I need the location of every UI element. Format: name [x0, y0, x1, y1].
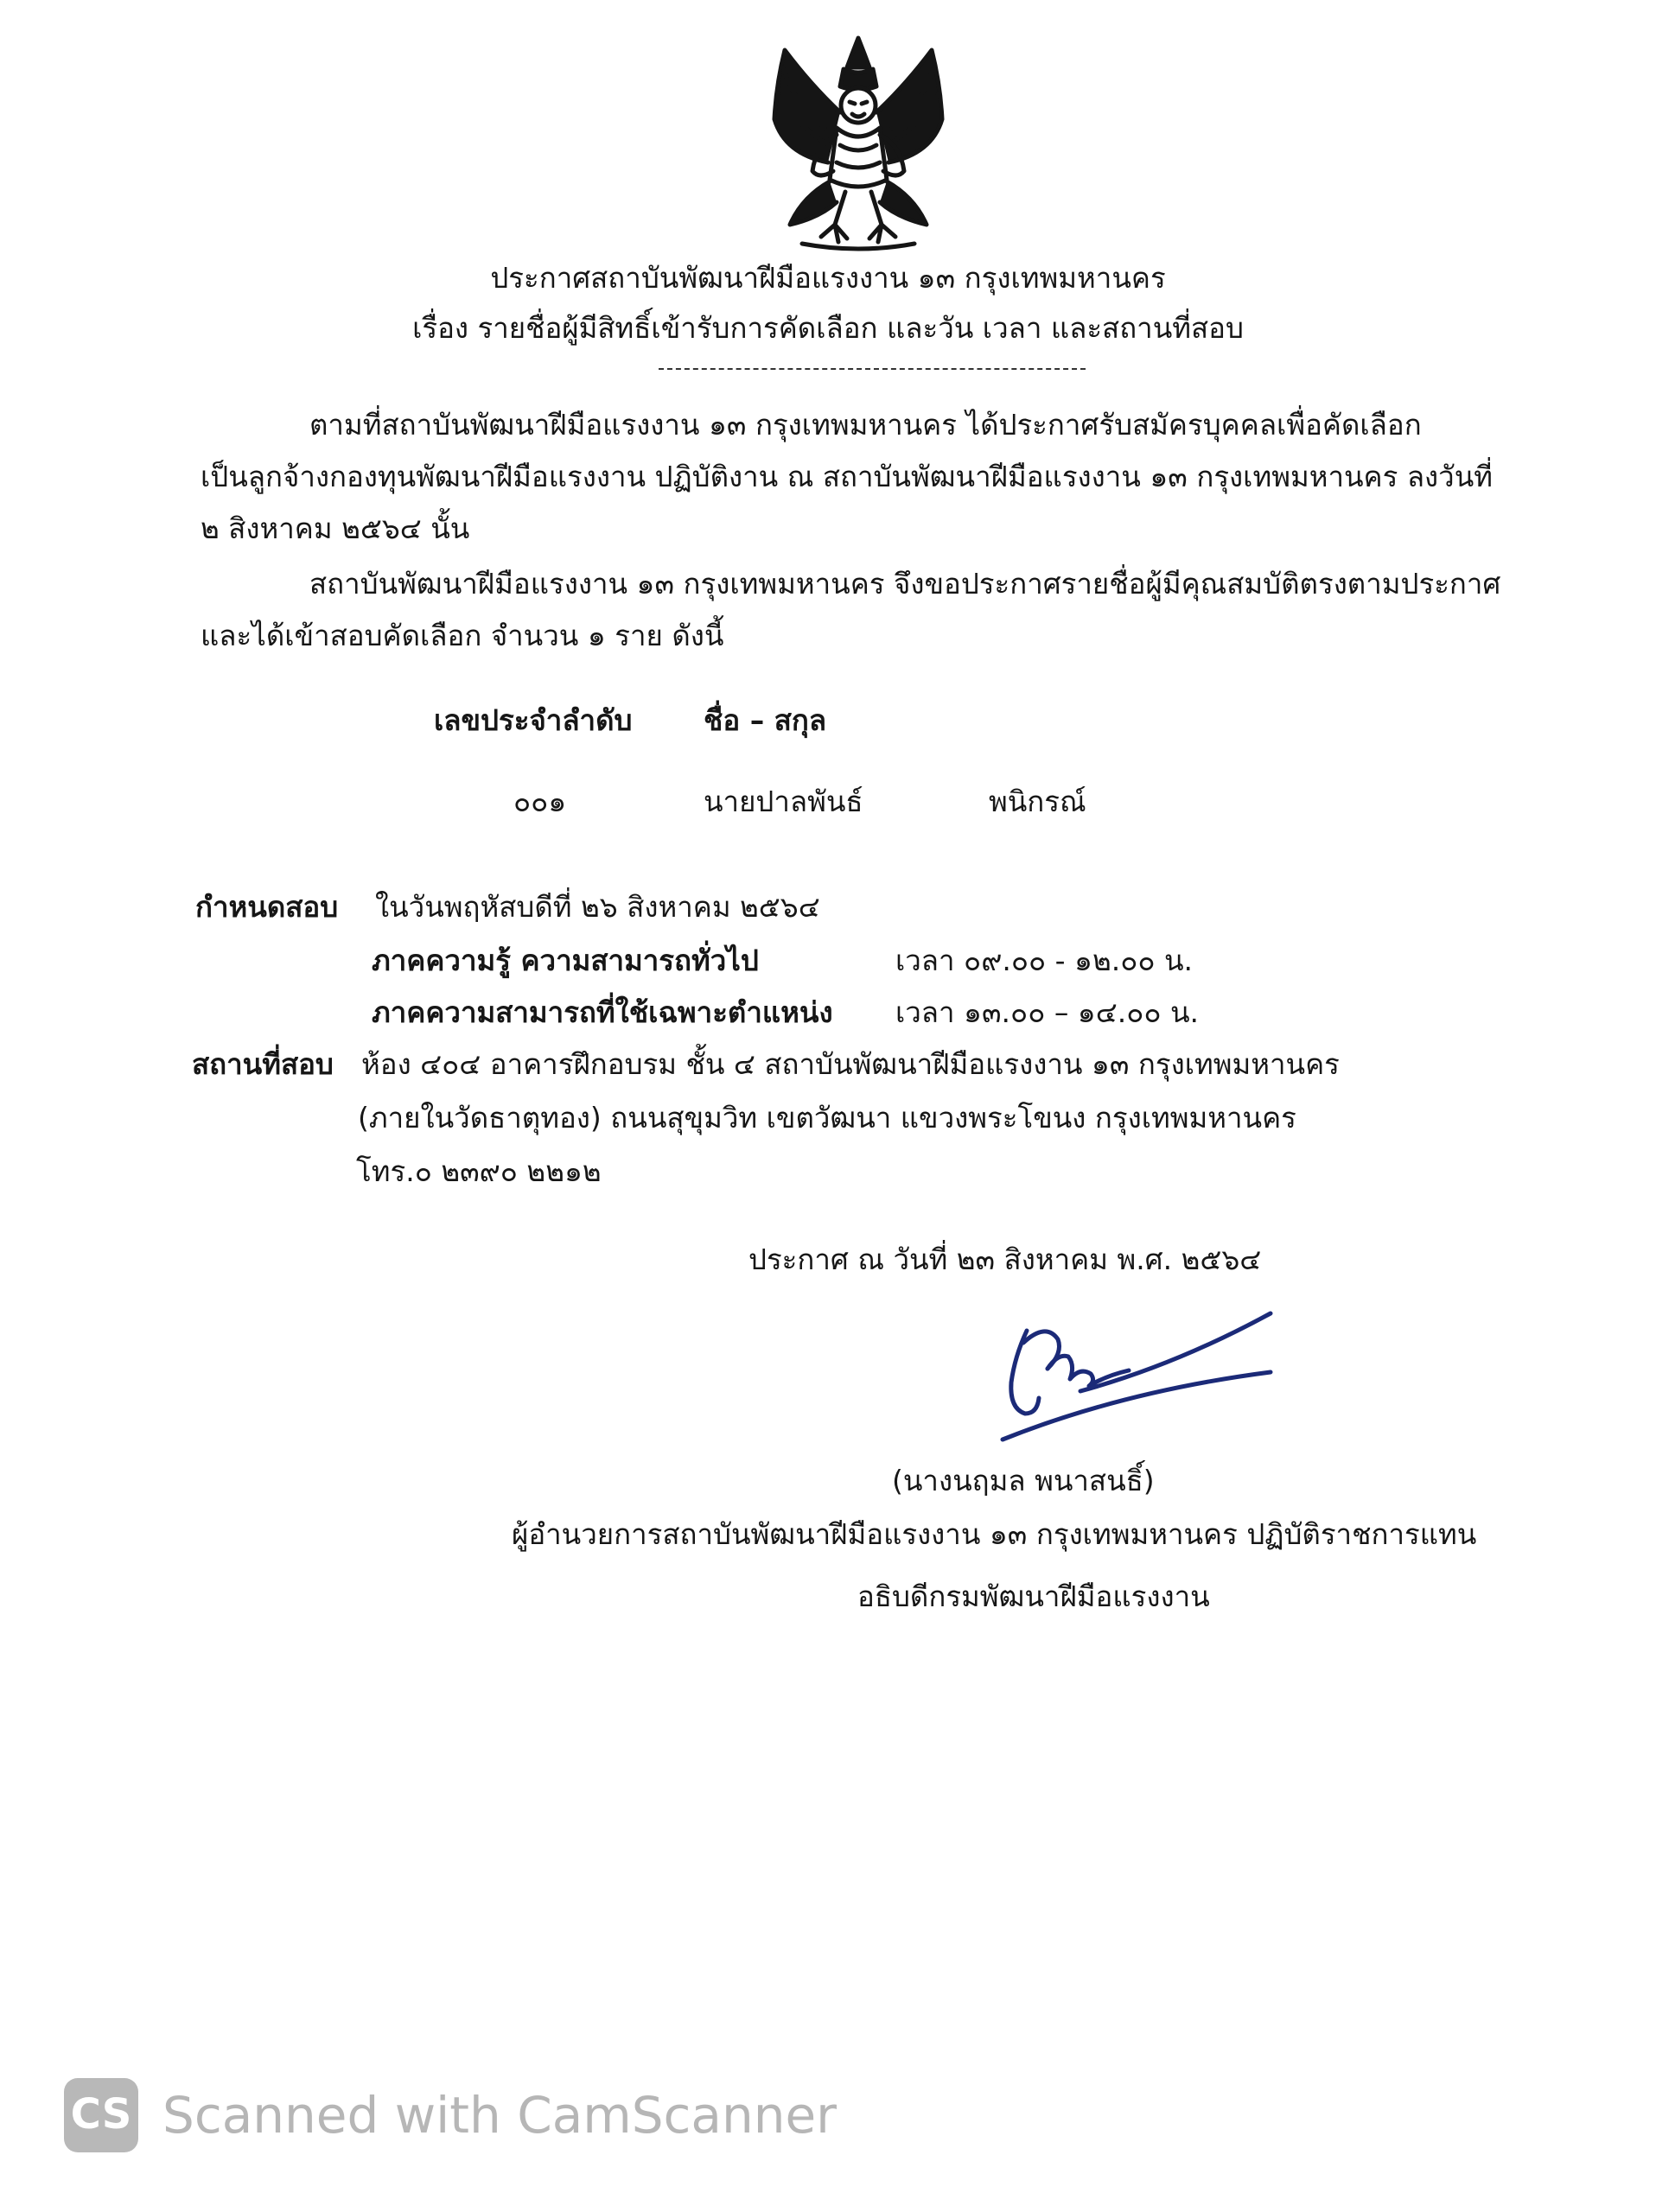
announcement-date: ประกาศ ณ วันที่ ๒๓ สิงหาคม พ.ศ. ๒๕๖๔: [748, 1243, 1262, 1276]
paragraph-1-line-3: ๒ สิงหาคม ๒๕๖๔ นั้น: [201, 512, 470, 545]
venue-phone: โทร.๐ ๒๓๙๐ ๒๒๑๒: [356, 1154, 602, 1188]
paragraph-1-line-2: เป็นลูกจ้างกองทุนพัฒนาฝีมือแรงงาน ปฏิบัติงาน ณ สถาบันพัฒนาฝีมือแรงงาน ๑๓ กรุงเทพมหานคร ลงวันที่: [201, 460, 1494, 493]
paragraph-2-line-1: สถาบันพัฒนาฝีมือแรงงาน ๑๓ กรุงเทพมหานคร จึงขอประกาศรายชื่อผู้มีคุณสมบัติตรงตามประกาศ: [309, 567, 1501, 601]
camscanner-logo-icon: [64, 2078, 138, 2152]
paragraph-2-line-2: และได้เข้าสอบคัดเลือก จำนวน ๑ ราย ดังนี้: [201, 619, 724, 652]
schedule-label: กำหนดสอบ: [195, 890, 339, 924]
camscanner-badge-text: CS: [70, 2090, 132, 2139]
paragraph-1-line-1: ตามที่สถาบันพัฒนาฝีมือแรงงาน ๑๓ กรุงเทพมหานคร ได้ประกาศรับสมัครบุคคลเพื่อคัดเลือก: [309, 408, 1422, 442]
camscanner-watermark-text: Scanned with CamScanner: [162, 2086, 838, 2145]
column-header-name: ชื่อ – สกุล: [704, 703, 827, 737]
candidate-first-name: นายปาลพันธ์: [704, 785, 863, 818]
session-1-time: เวลา ๐๙.๐๐ - ๑๒.๐๐ น.: [895, 944, 1194, 977]
candidate-last-name: พนิกรณ์: [989, 785, 1086, 818]
signatory-name: (นางนฤมล พนาสนธิ์): [892, 1464, 1155, 1497]
venue-line-2: (ภายในวัดธาตุทอง) ถนนสุขุมวิท เขตวัฒนา แขวงพระโขนง กรุงเทพมหานคร: [358, 1101, 1296, 1135]
signatory-title-line-2: อธิบดีกรมพัฒนาฝีมือแรงงาน: [857, 1580, 1210, 1613]
venue-label: สถานที่สอบ: [192, 1047, 334, 1081]
announcement-subject: เรื่อง รายชื่อผู้มีสิทธิ์เข้ารับการคัดเลือก และวัน เวลา และสถานที่สอบ: [412, 311, 1244, 345]
header-divider: [659, 368, 1086, 370]
signatory-title-line-1: ผู้อำนวยการสถาบันพัฒนาฝีมือแรงงาน ๑๓ กรุงเทพมหานคร ปฏิบัติราชการแทน: [512, 1517, 1477, 1551]
session-2-time: เวลา ๑๓.๐๐ – ๑๔.๐๐ น.: [895, 995, 1200, 1029]
session-2-name: ภาคความสามารถที่ใช้เฉพาะตำแหน่ง: [372, 995, 833, 1029]
session-1-name: ภาคความรู้ ความสามารถทั่วไป: [372, 944, 759, 977]
column-header-number: เลขประจำลำดับ: [434, 703, 633, 737]
schedule-date: ในวันพฤหัสบดีที่ ๒๖ สิงหาคม ๒๕๖๔: [375, 890, 820, 924]
candidate-number: ๐๐๑: [513, 785, 567, 818]
announcement-title: ประกาศสถาบันพัฒนาฝีมือแรงงาน ๑๓ กรุงเทพมหานคร: [490, 261, 1166, 295]
handwritten-signature: [985, 1296, 1296, 1460]
venue-line-1: ห้อง ๔๐๔ อาคารฝึกอบรม ชั้น ๔ สถาบันพัฒนาฝีมือแรงงาน ๑๓ กรุงเทพมหานคร: [361, 1047, 1340, 1081]
garuda-emblem-icon: [750, 33, 966, 259]
